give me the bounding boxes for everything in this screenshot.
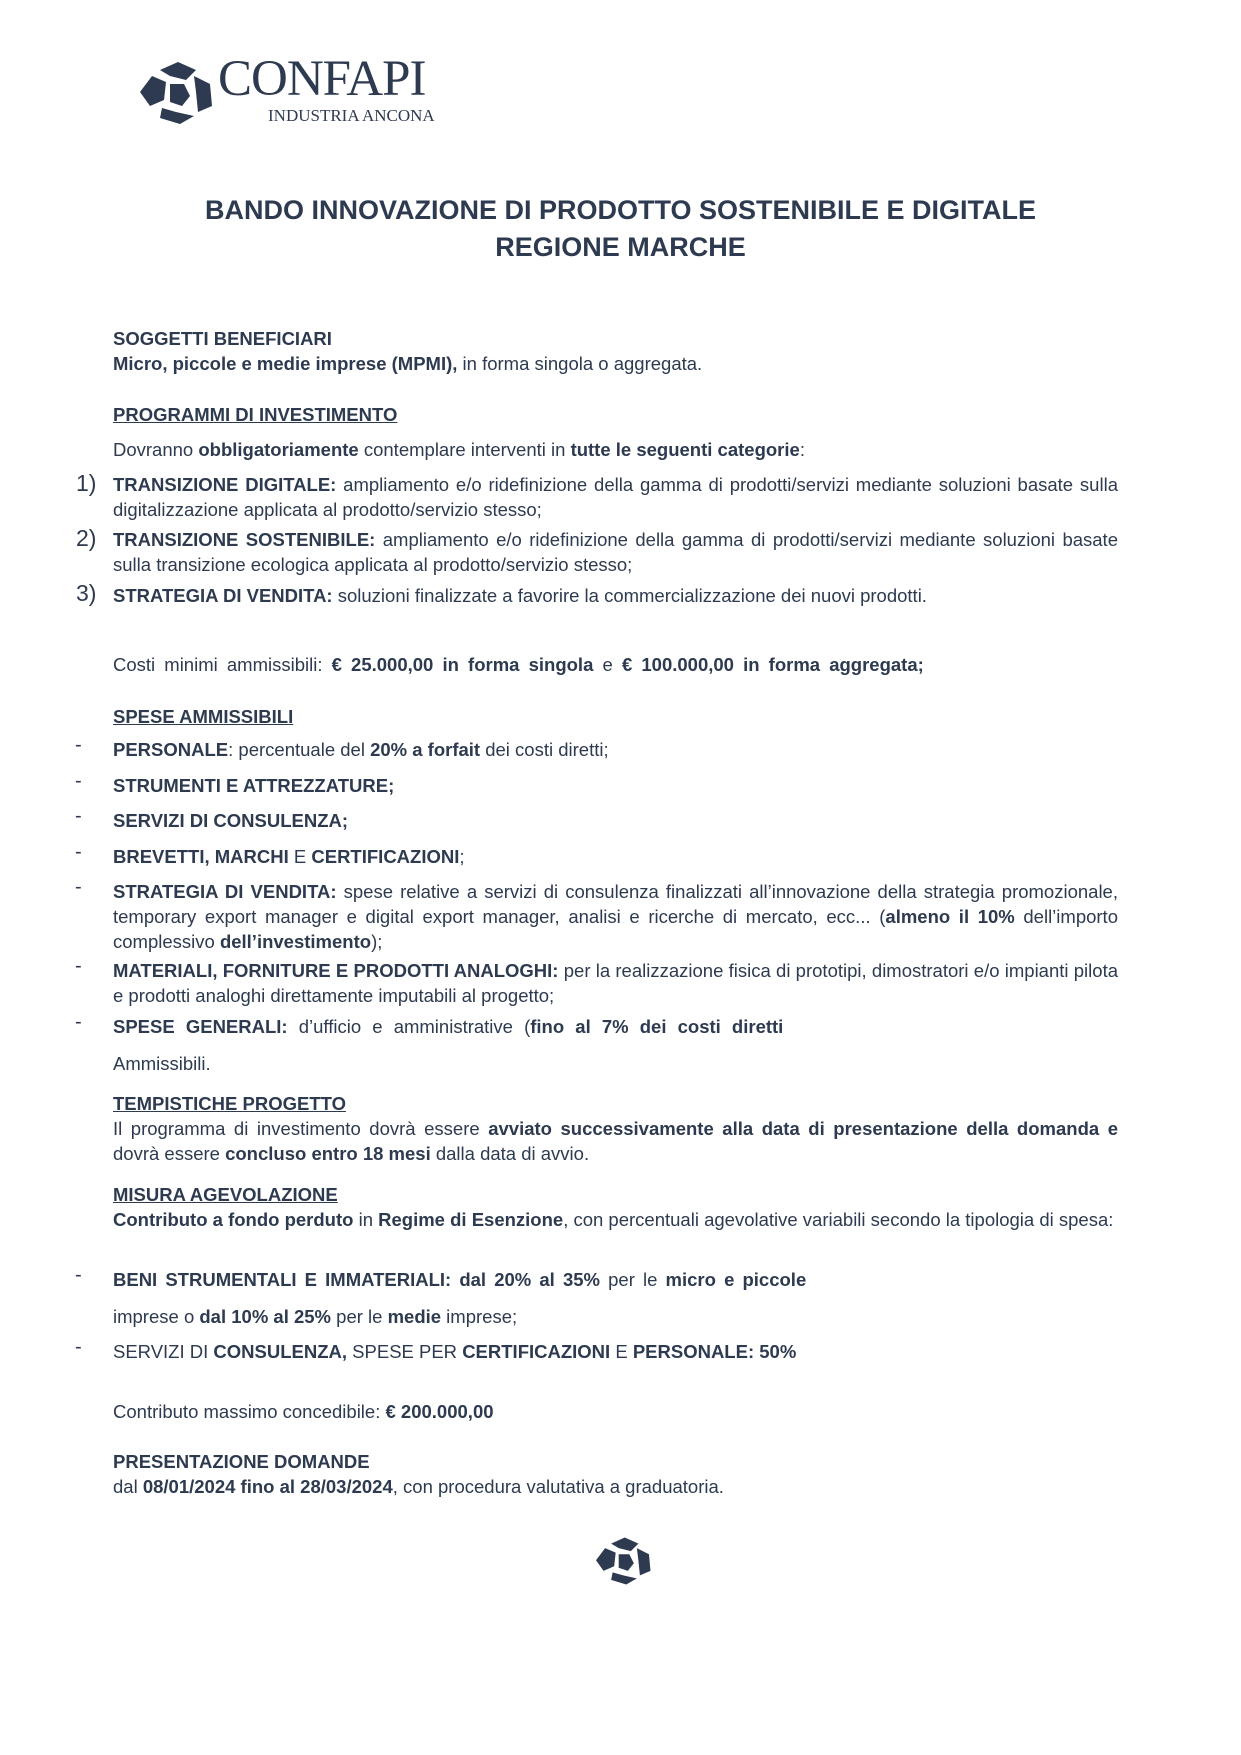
section-presentazione: [113, 1449, 1118, 1499]
list-number: 2): [76, 525, 97, 551]
bold-text: 20% a forfait: [370, 739, 481, 760]
bullet-dash: -: [75, 734, 82, 756]
bold-text: tutte le seguenti categorie: [570, 439, 800, 460]
bold-text: CERTIFICAZIONI: [462, 1341, 611, 1362]
contributo-massimo: [113, 1399, 1118, 1424]
confapi-logo-icon: [140, 62, 214, 124]
bold-text: avviato successivamente alla data di presentazione della domanda e: [488, 1118, 1119, 1139]
list-item: [113, 844, 1118, 869]
bold-text: CERTIFICAZIONI: [311, 846, 460, 867]
bold-text: TRANSIZIONE DIGITALE:: [113, 474, 337, 495]
page-title: [0, 192, 1241, 266]
bold-text: Regime di Esenzione: [378, 1209, 564, 1230]
bullet-dash: -: [75, 955, 82, 977]
list-item: [113, 583, 1118, 608]
paragraph: [113, 1207, 1118, 1232]
bullet-dash: -: [75, 841, 82, 863]
section-beneficiari: [113, 326, 1118, 376]
text: :: [799, 439, 805, 460]
bold-text: concluso entro 18 mesi: [225, 1143, 431, 1164]
paragraph: Ammissibili.: [113, 1053, 211, 1074]
bold-text: PERSONALE: 50%: [632, 1341, 797, 1362]
logo-subtitle: INDUSTRIA ANCONA: [268, 106, 435, 125]
text: d’ufficio e amministrative (: [287, 1016, 531, 1037]
bold-text: 08/01/2024 fino al 28/03/2024: [142, 1476, 393, 1497]
section-programmi-heading: [113, 402, 1118, 427]
text: SPESE PER: [347, 1341, 463, 1362]
bold-text: micro e piccole: [665, 1269, 807, 1290]
bullet-dash: -: [75, 1264, 82, 1286]
list-item: [113, 958, 1118, 1008]
programmi-intro: [113, 437, 1118, 462]
text: );: [371, 931, 383, 952]
bold-text: STRATEGIA DI VENDITA:: [113, 585, 333, 606]
text: , con percentuali agevolative variabili secondo la tipologia di spesa:: [563, 1209, 1114, 1230]
text: E: [610, 1341, 633, 1362]
paragraph: [113, 1474, 1118, 1499]
bold-text: Micro, piccole e medie imprese (MPMI),: [113, 353, 458, 374]
text: , con procedura valutativa a graduatoria.: [392, 1476, 724, 1497]
list-item: [113, 472, 1118, 522]
list-number: 1): [76, 470, 97, 496]
bullet-dash: -: [75, 876, 82, 898]
bullet-dash: -: [75, 1336, 82, 1358]
text: dell’importo complessivo: [113, 906, 1118, 952]
section-heading: MISURA AGEVOLAZIONE: [113, 1184, 338, 1205]
bold-text: € 100.000,00 in forma aggregata;: [621, 654, 924, 675]
bold-text: CONSULENZA,: [213, 1341, 348, 1362]
text: spese relative a servizi di consulenza finalizzati all’innovazione della strategia promozionale, temporary export manager e digital export manager, analisi e ricerche di mercato, ecc... (: [113, 881, 1118, 927]
text: dalla data di avvio.: [430, 1143, 590, 1164]
section-heading: SPESE AMMISSIBILI: [113, 706, 294, 727]
confapi-mark-icon: [596, 1537, 652, 1585]
list-item: [113, 1014, 1118, 1039]
text: Costi minimi ammissibili:: [113, 654, 332, 675]
text: ampliamento e/o ridefinizione della gamma di prodotti/servizi mediante soluzioni basate sulla transizione ecologica applicata al prodotto/servizio stesso;: [113, 529, 1118, 575]
text: Il programma di investimento dovrà essere: [113, 1118, 489, 1139]
bold-text: obbligatoriamente: [198, 439, 359, 460]
section-heading: PROGRAMMI DI INVESTIMENTO: [113, 404, 398, 425]
text: dei costi diretti;: [480, 739, 609, 760]
costi-minimi: [113, 652, 1118, 677]
section-spese-heading: [113, 704, 1118, 729]
bold-text: MATERIALI, FORNITURE E PRODOTTI ANALOGHI:: [113, 960, 559, 981]
text: in forma singola o aggregata.: [457, 353, 703, 374]
list-item: [113, 737, 1118, 762]
list-item: [113, 1339, 1118, 1364]
paragraph: [113, 1116, 1118, 1166]
list-item: STRUMENTI E ATTREZZATURE;: [113, 775, 395, 796]
bold-text: TRANSIZIONE SOSTENIBILE:: [113, 529, 376, 550]
bullet-dash: -: [75, 770, 82, 792]
bold-text: PERSONALE: [113, 739, 229, 760]
bold-text: dell’investimento: [219, 931, 372, 952]
bullet-dash: -: [75, 1011, 82, 1033]
text: dal: [113, 1476, 143, 1497]
logo-wordmark: CONFAPI: [218, 51, 426, 107]
section-heading: SOGGETTI BENEFICIARI: [113, 328, 332, 349]
text: Dovranno: [113, 439, 199, 460]
text: ampliamento e/o ridefinizione della gamma di prodotti/servizi mediante soluzioni basate sulla digitalizzazione applicata al prodotto/servizio stesso;: [113, 474, 1118, 520]
list-item: [113, 1267, 1118, 1292]
bold-text: BENI STRUMENTALI E IMMATERIALI: dal 20% al 35%: [113, 1269, 600, 1290]
text: per le: [599, 1269, 666, 1290]
confapi-logo: [140, 51, 480, 130]
text: soluzioni finalizzate a favorire la commercializzazione dei nuovi prodotti.: [332, 585, 927, 606]
title-line-2: REGIONE MARCHE: [495, 232, 746, 262]
list-item: SERVIZI DI CONSULENZA;: [113, 810, 349, 831]
text: ;: [459, 846, 465, 867]
text: per le: [331, 1306, 388, 1327]
section-heading: PRESENTAZIONE DOMANDE: [113, 1451, 370, 1472]
paragraph: [113, 1304, 1118, 1329]
text: : percentuale del: [228, 739, 371, 760]
bold-text: SPESE GENERALI:: [113, 1016, 288, 1037]
text: Contributo massimo concedibile:: [113, 1401, 386, 1422]
text: imprese o: [113, 1306, 200, 1327]
text: contemplare interventi in: [358, 439, 571, 460]
bold-text: almeno il 10%: [885, 906, 1015, 927]
bold-text: € 200.000,00: [385, 1401, 494, 1422]
section-misura-heading: [113, 1182, 1118, 1207]
list-number: 3): [76, 580, 97, 606]
title-line-1: BANDO INNOVAZIONE DI PRODOTTO SOSTENIBILE E DIGITALE: [204, 195, 1037, 225]
text: e: [593, 654, 622, 675]
text: per la realizzazione fisica di prototipi, dimostratori e/o impianti pilota e prodotti analoghi direttamente imputabili al progetto;: [113, 960, 1118, 1006]
section-tempistiche-heading: [113, 1091, 1118, 1116]
section-heading: TEMPISTICHE PROGETTO: [113, 1093, 346, 1114]
bold-text: dal 10% al 25%: [199, 1306, 332, 1327]
text: dovrà essere: [113, 1143, 226, 1164]
bullet-dash: -: [75, 805, 82, 827]
bold-text: BREVETTI, MARCHI: [113, 846, 289, 867]
bold-text: STRATEGIA DI VENDITA:: [113, 881, 337, 902]
list-item: [113, 527, 1118, 577]
text: E: [288, 846, 312, 867]
bold-text: medie: [387, 1306, 442, 1327]
list-item: [113, 879, 1118, 954]
bold-text: € 25.000,00 in forma singola: [331, 654, 594, 675]
text: imprese;: [441, 1306, 518, 1327]
bold-text: fino al 7% dei costi diretti: [530, 1016, 784, 1037]
paragraph: [113, 351, 1118, 376]
bold-text: Contributo a fondo perduto: [113, 1209, 354, 1230]
text: SERVIZI DI: [113, 1341, 214, 1362]
text: in: [353, 1209, 379, 1230]
